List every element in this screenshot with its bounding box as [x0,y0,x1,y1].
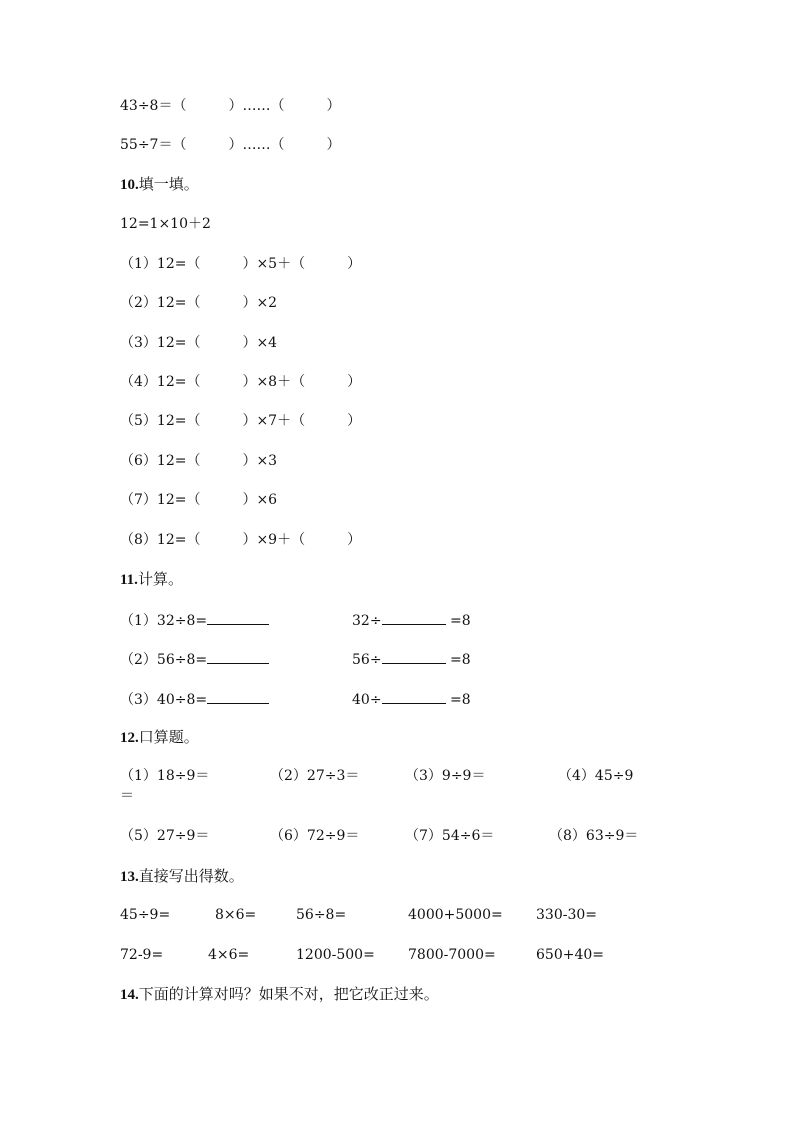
question-10-item-7: （7）12=（ ）×6 [120,492,278,508]
answer-blank[interactable] [207,649,269,664]
question-13-item: 330-30= [536,907,597,923]
question-10-item-2: （2）12=（ ）×2 [120,295,278,311]
question-10-heading [120,175,199,194]
question-13-item: 4000+5000= [408,907,503,923]
equation-text: =8 [445,613,471,629]
equation-text: =8 [445,652,471,668]
question-10-item-1: （1）12=（ ）×5＋（ ） [120,256,362,272]
question-12-item-6: （6）72÷9＝ [270,828,360,844]
question-13-item: 45÷9= [120,907,171,923]
question-11-row-1-left [120,610,269,630]
question-12-item-4: （4）45÷9 [558,768,634,784]
answer-blank[interactable] [207,610,269,625]
question-12-item-5: （5）27÷9＝ [120,828,210,844]
question-11-row-2-right [352,649,471,669]
question-13-item: 8×6= [215,907,257,923]
question-number: 13. [120,869,139,885]
division-remainder-line-1: 43÷8＝（ ）……（ ） [120,98,341,114]
question-13-item: 1200-500= [296,947,375,963]
division-remainder-line-2: 55÷7＝（ ）……（ ） [120,137,341,153]
equation-text: （1）32÷8= [120,613,208,629]
question-title: 填一填。 [138,175,199,193]
question-12-item-4-wrap: ＝ [120,788,134,804]
equation-text: （2）56÷8= [120,652,208,668]
question-13-item: 650+40= [536,947,604,963]
answer-blank[interactable] [382,689,446,704]
answer-blank[interactable] [382,649,446,664]
question-13-item: 72-9= [120,947,164,963]
answer-blank[interactable] [382,610,446,625]
question-14-heading [120,985,439,1004]
question-number: 14. [120,987,139,1003]
equation-text: 40÷ [352,692,382,708]
question-12-item-7: （7）54÷6＝ [405,828,495,844]
question-12-item-2: （2）27÷3＝ [270,768,360,784]
equation-text: =8 [445,692,471,708]
question-10-item-3: （3）12=（ ）×4 [120,335,278,351]
question-number: 11. [120,572,138,588]
question-12-item-1: （1）18÷9＝ [120,768,210,784]
question-11-row-3-left [120,689,269,709]
question-13-item: 4×6= [208,947,250,963]
question-10-item-8: （8）12=（ ）×9＋（ ） [120,532,362,548]
question-13-item: 56÷8= [296,907,347,923]
question-title: 直接写出得数。 [138,867,244,885]
question-10-example: 12=1×10＋2 [120,216,211,232]
answer-blank[interactable] [207,689,269,704]
question-10-item-6: （6）12=（ ）×3 [120,453,278,469]
question-title: 口算题。 [138,728,199,746]
question-number: 12. [120,730,139,746]
equation-text: （3）40÷8= [120,692,208,708]
equation-text: 56÷ [352,652,382,668]
question-12-heading [120,728,199,747]
question-11-row-3-right [352,689,471,709]
question-11-heading [120,570,183,589]
question-11-row-1-right [352,610,471,630]
question-12-item-8: （8）63÷9＝ [549,828,639,844]
question-title: 计算。 [137,570,183,588]
question-10-item-4: （4）12=（ ）×8＋（ ） [120,374,362,390]
question-12-item-3: （3）9÷9＝ [405,768,486,784]
question-13-heading [120,867,244,886]
question-10-item-5: （5）12=（ ）×7＋（ ） [120,413,362,429]
question-number: 10. [120,177,139,193]
equation-text: 32÷ [352,613,382,629]
question-11-row-2-left [120,649,269,669]
question-13-item: 7800-7000= [408,947,496,963]
question-title: 下面的计算对吗？如果不对，把它改正过来。 [138,985,439,1003]
